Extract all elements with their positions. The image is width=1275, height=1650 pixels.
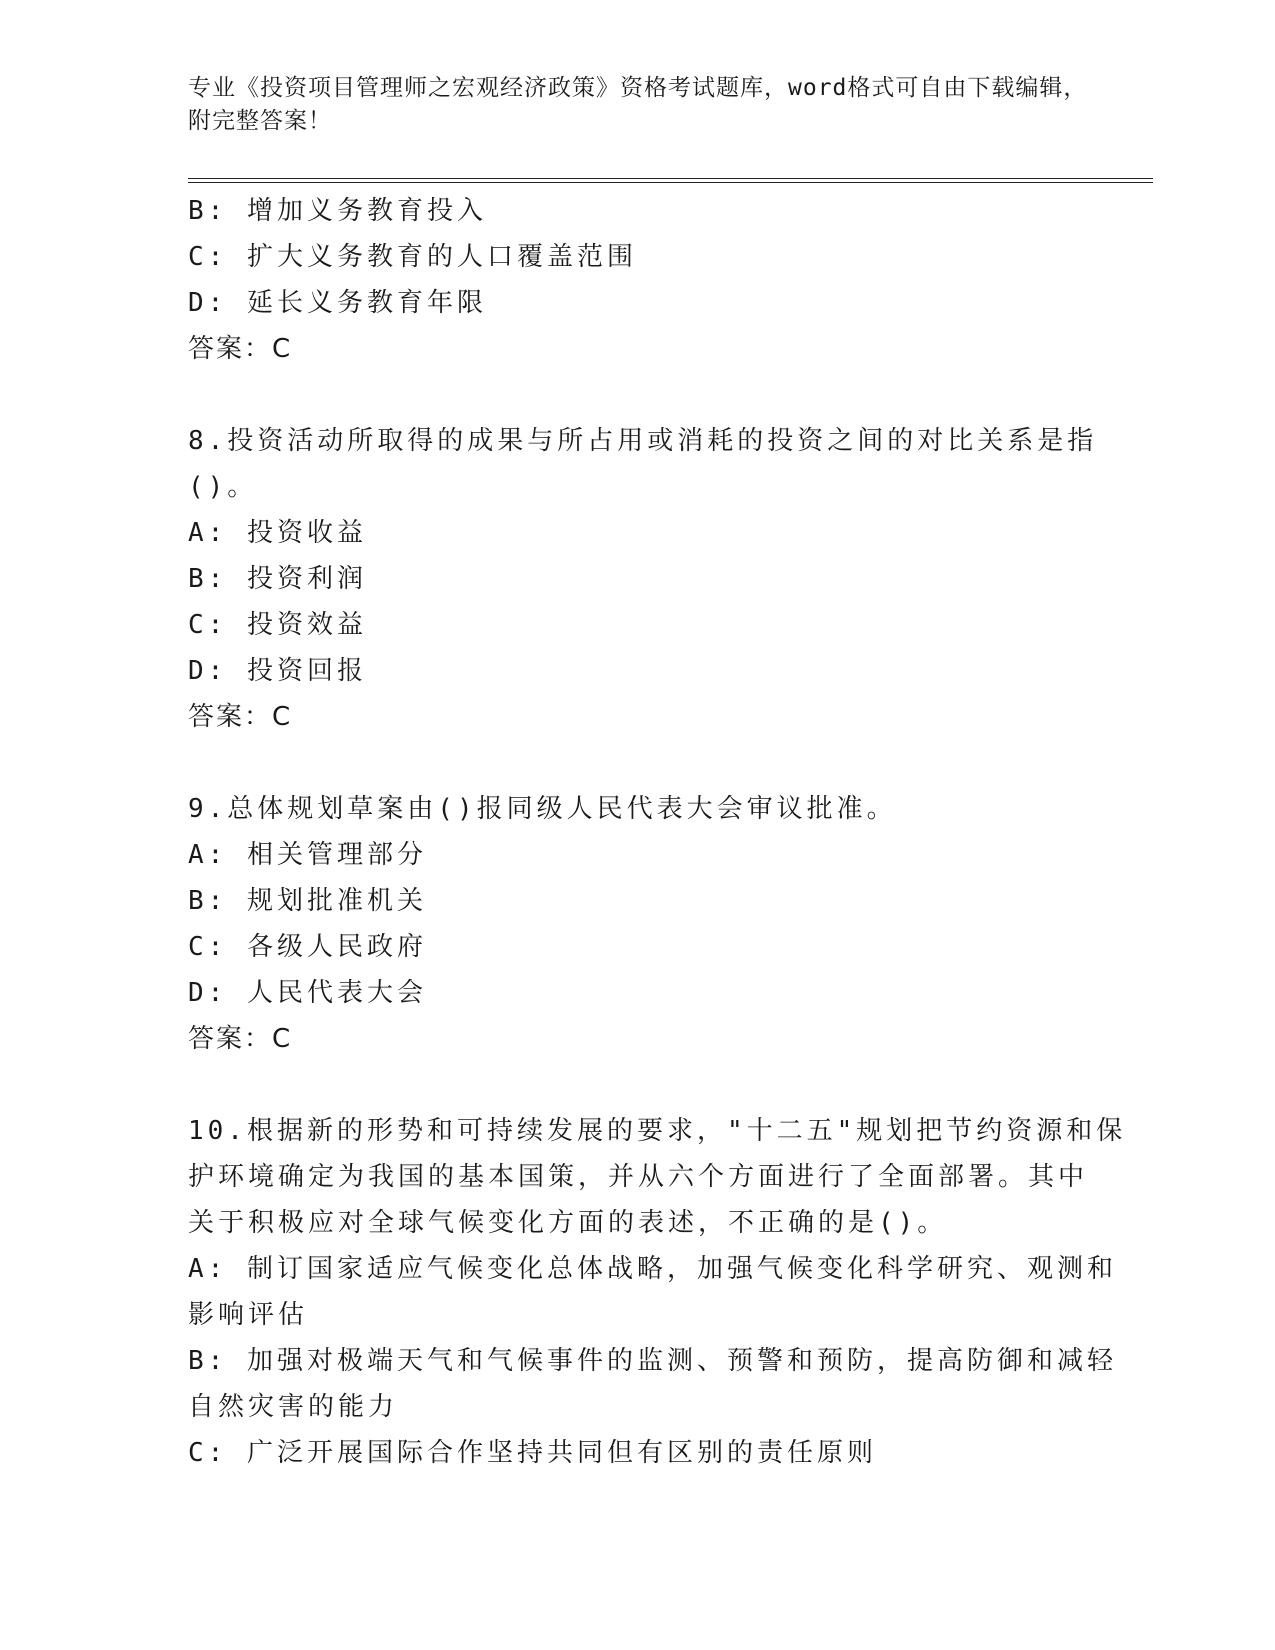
option-d: D: 延长义务教育年限 [188, 288, 487, 318]
spacer [188, 1062, 1088, 1108]
q8-option-c: C: 投资效益 [188, 610, 367, 640]
q9-option-d: D: 人民代表大会 [188, 978, 427, 1008]
question-8-text-cont: ()。 [188, 472, 258, 502]
question-10-text: 10.根据新的形势和可持续发展的要求，"十二五"规划把节约资源和保 [188, 1116, 1127, 1146]
q8-option-a: A: 投资收益 [188, 518, 367, 548]
question-content [188, 188, 1127, 1476]
q10-option-c: C: 广泛开展国际合作坚持共同但有区别的责任原则 [188, 1438, 877, 1468]
option-b: B: 增加义务教育投入 [188, 196, 487, 226]
option-c: C: 扩大义务教育的人口覆盖范围 [188, 242, 637, 272]
spacer [188, 372, 1088, 418]
q9-answer: 答案：C [188, 1024, 292, 1054]
q10-option-a: A: 制订国家适应气候变化总体战略，加强气候变化科学研究、观测和 [188, 1254, 1117, 1284]
q8-option-b: B: 投资利润 [188, 564, 367, 594]
question-9-text: 9.总体规划草案由()报同级人民代表大会审议批准。 [188, 794, 897, 824]
spacer [188, 740, 1088, 786]
question-10-text-cont: 关于积极应对全球气候变化方面的表述，不正确的是()。 [188, 1208, 948, 1238]
answer-line: 答案：C [188, 334, 292, 364]
page-header [188, 72, 1088, 138]
q9-option-b: B: 规划批准机关 [188, 886, 427, 916]
q10-option-a-cont: 影响评估 [188, 1300, 309, 1330]
q10-option-b-cont: 自然灾害的能力 [188, 1392, 399, 1422]
q10-option-b: B: 加强对极端天气和气候事件的监测、预警和预防，提高防御和减轻 [188, 1346, 1117, 1376]
q9-option-c: C: 各级人民政府 [188, 932, 427, 962]
question-8-text: 8.投资活动所取得的成果与所占用或消耗的投资之间的对比关系是指 [188, 426, 1098, 456]
header-divider [188, 178, 1153, 183]
q8-option-d: D: 投资回报 [188, 656, 367, 686]
q9-option-a: A: 相关管理部分 [188, 840, 427, 870]
header-text: 专业《投资项目管理师之宏观经济政策》资格考试题库，word格式可自由下载编辑，附完整答案！ [188, 75, 1088, 134]
q8-answer: 答案：C [188, 702, 292, 732]
question-10-text-cont: 护环境确定为我国的基本国策，并从六个方面进行了全面部署。其中 [188, 1162, 1089, 1192]
